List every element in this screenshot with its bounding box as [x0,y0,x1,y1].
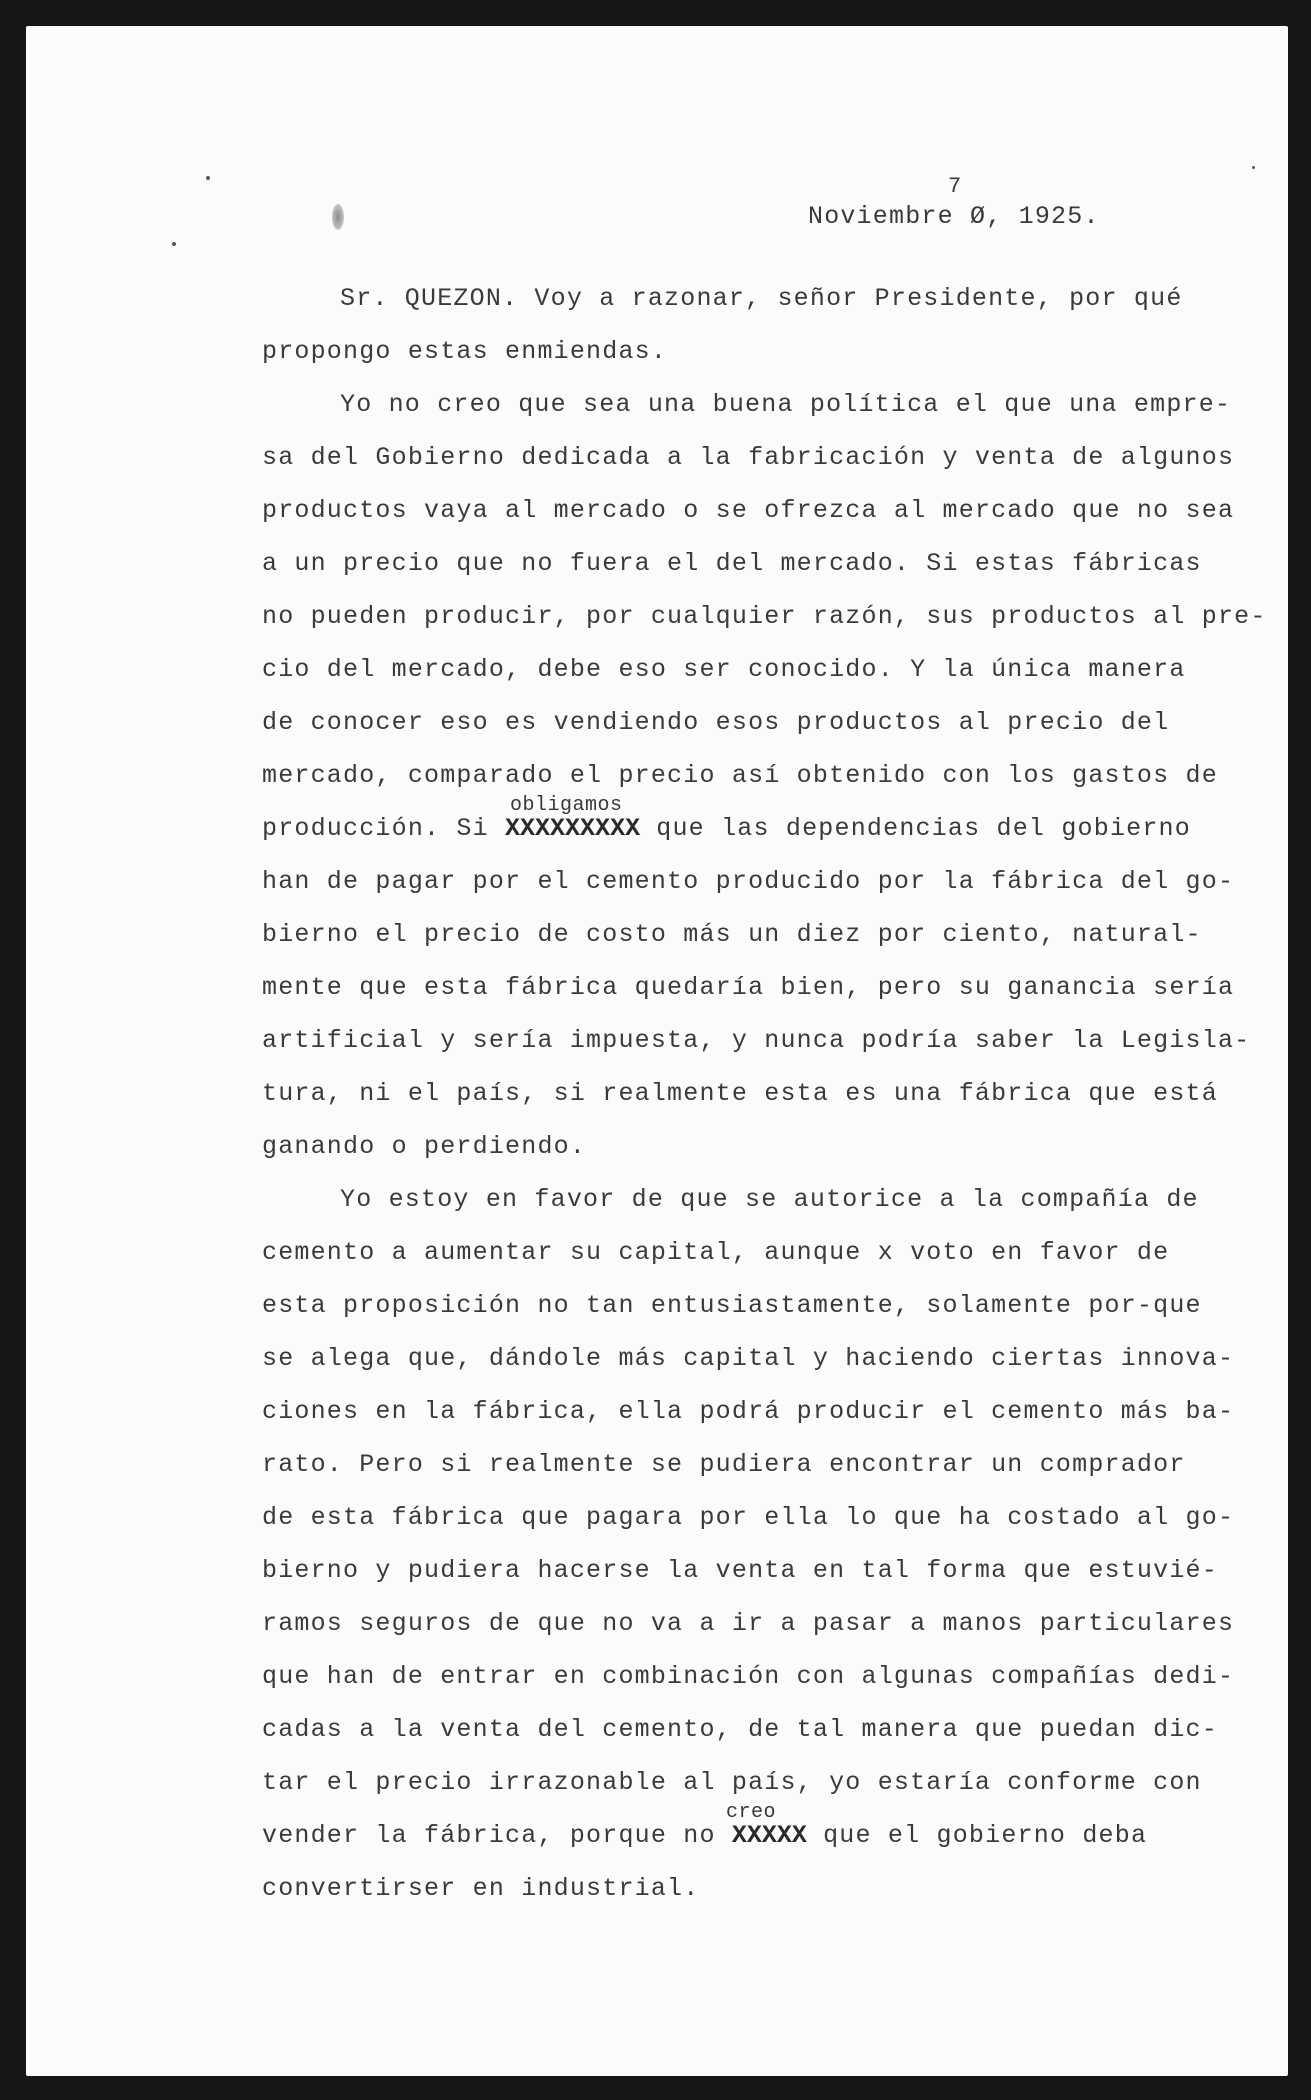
text-line: mente que esta fábrica quedaría bien, pero su ganancia sería [262,973,1235,1002]
text-line: no pueden producir, por cualquier razón, sus productos al pre- [262,602,1267,631]
text-line: de esta fábrica que pagara por ella lo que ha costado al go- [262,1503,1235,1532]
text-line: tar el precio irrazonable al país, yo estaría conforme con [262,1768,1202,1797]
struck-out-text: XXXXXXXXX [505,814,641,843]
text-line: ramos seguros de que no va a ir a pasar a manos particulares [262,1609,1235,1638]
interlinear-correction: obligamos [510,794,623,817]
text-line: de conocer eso es vendiendo esos productos al precio del [262,708,1170,737]
text-line: Sr. QUEZON. Voy a razonar, señor Presidente, por qué [340,284,1183,313]
document-page [26,26,1288,2076]
ink-blot [332,204,344,230]
corrected-text-line [262,1821,1147,1850]
text-line: productos vaya al mercado o se ofrezca al mercado que no sea [262,496,1235,525]
text-line: cemento a aumentar su capital, aunque x voto en favor de [262,1238,1170,1267]
text-segment: que el gobierno deba [806,1821,1148,1850]
text-line: mercado, comparado el precio así obtenido con los gastos de [262,761,1218,790]
text-line: a un precio que no fuera el del mercado. Si estas fábricas [262,549,1202,578]
text-line: rato. Pero si realmente se pudiera encontrar un comprador [262,1450,1186,1479]
text-line: propongo estas enmiendas. [262,337,668,366]
text-segment: vender la fábrica, porque no [262,1821,732,1850]
text-line: Yo estoy en favor de que se autorice a la compañía de [340,1185,1199,1214]
text-line: convertirser en industrial. [262,1874,700,1903]
text-line: tura, ni el país, si realmente esta es una fábrica que está [262,1079,1218,1108]
text-line: cadas a la venta del cemento, de tal manera que puedan dic- [262,1715,1218,1744]
text-line: ganando o perdiendo. [262,1132,587,1161]
scan-speck [206,176,210,180]
text-line: que han de entrar en combinación con algunas compañías dedi- [262,1662,1235,1691]
scan-speck [1252,166,1255,169]
text-line: ciones en la fábrica, ella podrá producir el cemento más ba- [262,1397,1235,1426]
text-segment: que las dependencias del gobierno [640,814,1191,843]
corrected-text-line [262,814,1191,843]
text-line: bierno el precio de costo más un diez por ciento, natural- [262,920,1202,949]
text-line: sa del Gobierno dedicada a la fabricación y venta de algunos [262,443,1235,472]
text-line: artificial y sería impuesta, y nunca podría saber la Legisla- [262,1026,1251,1055]
struck-out-text: XXXXX [731,1821,807,1850]
text-line: Yo no creo que sea una buena política el que una empre- [340,390,1232,419]
text-line: bierno y pudiera hacerse la venta en tal forma que estuvié- [262,1556,1218,1585]
page-number: 7 [948,174,963,199]
document-date: Noviembre Ø, 1925. [808,202,1100,231]
interlinear-correction: creo [726,1801,777,1824]
scan-speck [172,242,176,246]
text-line: esta proposición no tan entusiastamente, solamente por-que [262,1291,1202,1320]
text-line: han de pagar por el cemento producido por la fábrica del go- [262,867,1235,896]
text-line: se alega que, dándole más capital y haciendo ciertas innova- [262,1344,1235,1373]
text-segment: producción. Si [262,814,506,843]
text-line: cio del mercado, debe eso ser conocido. Y la única manera [262,655,1186,684]
